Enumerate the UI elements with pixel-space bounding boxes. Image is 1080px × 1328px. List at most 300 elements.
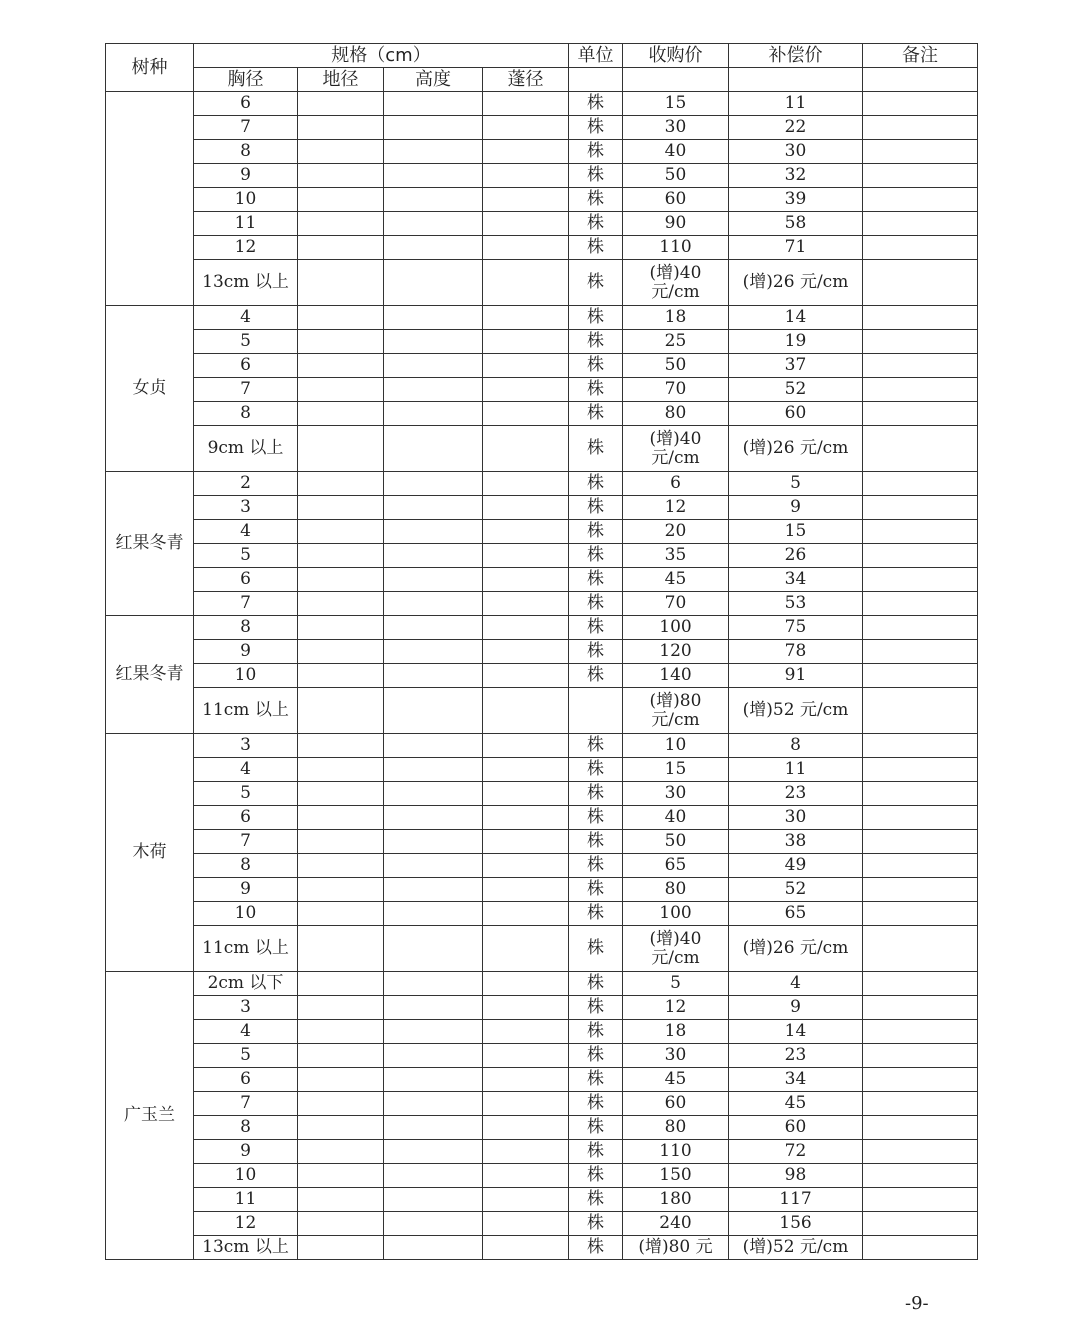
height-cell (384, 496, 483, 520)
dbh-cell: 4 (194, 306, 298, 330)
header-spec: 规格（cm） (194, 44, 569, 68)
compensation-price-cell: 34 (729, 1068, 863, 1092)
note-cell (863, 926, 978, 972)
purchase-price-cell: 50 (623, 830, 729, 854)
dbh-cell: 4 (194, 758, 298, 782)
table-row (106, 260, 978, 306)
unit-cell: 株 (569, 1092, 623, 1116)
height-cell (384, 830, 483, 854)
purchase-price-cell: 110 (623, 236, 729, 260)
height-cell (384, 640, 483, 664)
compensation-price-cell: 5 (729, 472, 863, 496)
height-cell (384, 758, 483, 782)
crown-diameter-cell (483, 640, 569, 664)
crown-diameter-cell (483, 260, 569, 306)
height-cell (384, 426, 483, 472)
crown-diameter-cell (483, 664, 569, 688)
ground-diameter-cell (298, 1044, 384, 1068)
dbh-cell: 4 (194, 1020, 298, 1044)
ground-diameter-cell (298, 402, 384, 426)
unit-cell: 株 (569, 92, 623, 116)
compensation-price-cell: 37 (729, 354, 863, 378)
crown-diameter-cell (483, 902, 569, 926)
purchase-price-cell: 180 (623, 1188, 729, 1212)
ground-diameter-cell (298, 520, 384, 544)
height-cell (384, 1068, 483, 1092)
compensation-price-cell: 39 (729, 188, 863, 212)
crown-diameter-cell (483, 402, 569, 426)
crown-diameter-cell (483, 520, 569, 544)
compensation-price-cell: (增)26 元/cm (729, 426, 863, 472)
table-row (106, 902, 978, 926)
header-height: 高度 (384, 68, 483, 92)
note-cell (863, 378, 978, 402)
height-cell (384, 878, 483, 902)
note-cell (863, 878, 978, 902)
purchase-price-cell: 45 (623, 568, 729, 592)
unit-cell: 株 (569, 260, 623, 306)
dbh-cell: 6 (194, 354, 298, 378)
dbh-cell: 3 (194, 496, 298, 520)
purchase-price-cell: (增)80 元 (623, 1236, 729, 1260)
crown-diameter-cell (483, 616, 569, 640)
compensation-price-cell: 23 (729, 1044, 863, 1068)
table-row (106, 616, 978, 640)
ground-diameter-cell (298, 782, 384, 806)
header-unit-blank (569, 68, 623, 92)
unit-cell: 株 (569, 1236, 623, 1260)
purchase-price-cell: 35 (623, 544, 729, 568)
header-compensation: 补偿价 (729, 44, 863, 68)
purchase-price-cell: 15 (623, 92, 729, 116)
unit-cell: 株 (569, 378, 623, 402)
purchase-price-cell: 240 (623, 1212, 729, 1236)
height-cell (384, 996, 483, 1020)
purchase-price-cell: 50 (623, 354, 729, 378)
unit-cell: 株 (569, 354, 623, 378)
crown-diameter-cell (483, 592, 569, 616)
dbh-cell: 3 (194, 996, 298, 1020)
dbh-cell: 9 (194, 640, 298, 664)
table-row (106, 496, 978, 520)
height-cell (384, 520, 483, 544)
height-cell (384, 1236, 483, 1260)
note-cell (863, 616, 978, 640)
ground-diameter-cell (298, 830, 384, 854)
purchase-price-cell: (增)80 元/cm (623, 688, 729, 734)
purchase-price-cell: 100 (623, 616, 729, 640)
height-cell (384, 402, 483, 426)
dbh-cell: 11 (194, 1188, 298, 1212)
unit-cell: 株 (569, 1116, 623, 1140)
unit-cell: 株 (569, 972, 623, 996)
ground-diameter-cell (298, 1092, 384, 1116)
purchase-price-cell: 5 (623, 972, 729, 996)
ground-diameter-cell (298, 664, 384, 688)
compensation-price-cell: 49 (729, 854, 863, 878)
table-row (106, 592, 978, 616)
table-row (106, 1092, 978, 1116)
table-row (106, 140, 978, 164)
height-cell (384, 378, 483, 402)
note-cell (863, 830, 978, 854)
unit-cell: 株 (569, 902, 623, 926)
ground-diameter-cell (298, 164, 384, 188)
purchase-price-cell: 30 (623, 782, 729, 806)
ground-diameter-cell (298, 592, 384, 616)
crown-diameter-cell (483, 806, 569, 830)
height-cell (384, 592, 483, 616)
species-cell: 红果冬青 (106, 616, 194, 734)
species-cell: 女贞 (106, 306, 194, 472)
table-row (106, 926, 978, 972)
dbh-cell: 10 (194, 1164, 298, 1188)
header-note: 备注 (863, 44, 978, 68)
unit-cell: 株 (569, 854, 623, 878)
dbh-cell: 8 (194, 854, 298, 878)
ground-diameter-cell (298, 188, 384, 212)
ground-diameter-cell (298, 1164, 384, 1188)
unit-cell: 株 (569, 782, 623, 806)
height-cell (384, 306, 483, 330)
dbh-cell: 5 (194, 782, 298, 806)
table-row (106, 212, 978, 236)
note-cell (863, 1092, 978, 1116)
crown-diameter-cell (483, 378, 569, 402)
note-cell (863, 1212, 978, 1236)
table-row (106, 996, 978, 1020)
note-cell (863, 902, 978, 926)
height-cell (384, 1044, 483, 1068)
compensation-price-cell: 8 (729, 734, 863, 758)
purchase-price-cell: 45 (623, 1068, 729, 1092)
purchase-price-cell: 80 (623, 402, 729, 426)
compensation-price-cell: (增)26 元/cm (729, 926, 863, 972)
ground-diameter-cell (298, 616, 384, 640)
compensation-price-cell: 52 (729, 878, 863, 902)
table-row (106, 306, 978, 330)
ground-diameter-cell (298, 1020, 384, 1044)
compensation-price-cell: 117 (729, 1188, 863, 1212)
purchase-price-cell: 18 (623, 1020, 729, 1044)
height-cell (384, 140, 483, 164)
dbh-cell: 12 (194, 236, 298, 260)
compensation-price-cell: 32 (729, 164, 863, 188)
note-cell (863, 688, 978, 734)
table-row (106, 1020, 978, 1044)
note-cell (863, 496, 978, 520)
purchase-price-cell: 6 (623, 472, 729, 496)
crown-diameter-cell (483, 306, 569, 330)
compensation-price-cell: (增)26 元/cm (729, 260, 863, 306)
header-note-blank (863, 68, 978, 92)
dbh-cell: 9 (194, 878, 298, 902)
purchase-price-cell: (增)40 元/cm (623, 426, 729, 472)
crown-diameter-cell (483, 354, 569, 378)
height-cell (384, 212, 483, 236)
note-cell (863, 592, 978, 616)
height-cell (384, 236, 483, 260)
crown-diameter-cell (483, 116, 569, 140)
purchase-price-cell: 100 (623, 902, 729, 926)
height-cell (384, 902, 483, 926)
compensation-price-cell: 34 (729, 568, 863, 592)
table-row (106, 520, 978, 544)
dbh-cell: 7 (194, 378, 298, 402)
unit-cell: 株 (569, 926, 623, 972)
dbh-cell: 5 (194, 1044, 298, 1068)
compensation-price-cell: 26 (729, 544, 863, 568)
compensation-price-cell: 23 (729, 782, 863, 806)
unit-cell: 株 (569, 592, 623, 616)
dbh-cell: 2cm 以下 (194, 972, 298, 996)
unit-cell: 株 (569, 1044, 623, 1068)
crown-diameter-cell (483, 1044, 569, 1068)
compensation-price-cell: 19 (729, 330, 863, 354)
note-cell (863, 972, 978, 996)
compensation-price-cell: 9 (729, 996, 863, 1020)
unit-cell: 株 (569, 640, 623, 664)
note-cell (863, 854, 978, 878)
crown-diameter-cell (483, 734, 569, 758)
table-row (106, 806, 978, 830)
height-cell (384, 116, 483, 140)
ground-diameter-cell (298, 972, 384, 996)
crown-diameter-cell (483, 972, 569, 996)
note-cell (863, 402, 978, 426)
dbh-cell: 8 (194, 1116, 298, 1140)
height-cell (384, 806, 483, 830)
compensation-price-cell: 156 (729, 1212, 863, 1236)
table-row (106, 544, 978, 568)
table-row (106, 640, 978, 664)
compensation-price-cell: 11 (729, 758, 863, 782)
note-cell (863, 236, 978, 260)
note-cell (863, 996, 978, 1020)
compensation-price-cell: 4 (729, 972, 863, 996)
purchase-price-cell: 50 (623, 164, 729, 188)
table-row (106, 688, 978, 734)
table-row (106, 354, 978, 378)
dbh-cell: 10 (194, 188, 298, 212)
height-cell (384, 854, 483, 878)
table-row (106, 782, 978, 806)
height-cell (384, 782, 483, 806)
unit-cell: 株 (569, 616, 623, 640)
crown-diameter-cell (483, 1020, 569, 1044)
purchase-price-cell: 60 (623, 188, 729, 212)
height-cell (384, 1020, 483, 1044)
compensation-price-cell: 65 (729, 902, 863, 926)
crown-diameter-cell (483, 544, 569, 568)
species-cell: 红果冬青 (106, 472, 194, 616)
compensation-price-cell: 78 (729, 640, 863, 664)
unit-cell: 株 (569, 1188, 623, 1212)
note-cell (863, 1020, 978, 1044)
header-dbh: 胸径 (194, 68, 298, 92)
purchase-price-cell: 120 (623, 640, 729, 664)
unit-cell: 株 (569, 758, 623, 782)
table-row (106, 1068, 978, 1092)
table-row (106, 830, 978, 854)
crown-diameter-cell (483, 188, 569, 212)
ground-diameter-cell (298, 354, 384, 378)
table-row (106, 188, 978, 212)
unit-cell: 株 (569, 520, 623, 544)
header-species: 树种 (106, 44, 194, 92)
compensation-price-cell: 60 (729, 402, 863, 426)
purchase-price-cell: 40 (623, 806, 729, 830)
height-cell (384, 330, 483, 354)
table-row (106, 1236, 978, 1260)
compensation-price-cell: 45 (729, 1092, 863, 1116)
unit-cell: 株 (569, 664, 623, 688)
compensation-price-cell: 72 (729, 1140, 863, 1164)
purchase-price-cell: 60 (623, 1092, 729, 1116)
unit-cell: 株 (569, 306, 623, 330)
unit-cell: 株 (569, 1140, 623, 1164)
crown-diameter-cell (483, 758, 569, 782)
purchase-price-cell: 65 (623, 854, 729, 878)
note-cell (863, 260, 978, 306)
purchase-price-cell: 40 (623, 140, 729, 164)
ground-diameter-cell (298, 806, 384, 830)
height-cell (384, 354, 483, 378)
unit-cell: 株 (569, 188, 623, 212)
crown-diameter-cell (483, 782, 569, 806)
ground-diameter-cell (298, 92, 384, 116)
ground-diameter-cell (298, 854, 384, 878)
note-cell (863, 116, 978, 140)
header-purchase-blank (623, 68, 729, 92)
note-cell (863, 664, 978, 688)
crown-diameter-cell (483, 236, 569, 260)
purchase-price-cell: 30 (623, 1044, 729, 1068)
dbh-cell: 11 (194, 212, 298, 236)
ground-diameter-cell (298, 1140, 384, 1164)
table-body (106, 92, 978, 1260)
table-row (106, 92, 978, 116)
compensation-price-cell: 91 (729, 664, 863, 688)
purchase-price-cell: 20 (623, 520, 729, 544)
note-cell (863, 164, 978, 188)
purchase-price-cell: 30 (623, 116, 729, 140)
purchase-price-cell: 12 (623, 496, 729, 520)
compensation-price-cell: 11 (729, 92, 863, 116)
dbh-cell: 9 (194, 164, 298, 188)
ground-diameter-cell (298, 1236, 384, 1260)
unit-cell: 株 (569, 1164, 623, 1188)
ground-diameter-cell (298, 1212, 384, 1236)
height-cell (384, 1092, 483, 1116)
note-cell (863, 758, 978, 782)
dbh-cell: 13cm 以上 (194, 260, 298, 306)
crown-diameter-cell (483, 688, 569, 734)
unit-cell: 株 (569, 402, 623, 426)
ground-diameter-cell (298, 1188, 384, 1212)
purchase-price-cell: 70 (623, 592, 729, 616)
note-cell (863, 306, 978, 330)
purchase-price-cell: (增)40 元/cm (623, 260, 729, 306)
note-cell (863, 1068, 978, 1092)
unit-cell: 株 (569, 734, 623, 758)
note-cell (863, 544, 978, 568)
crown-diameter-cell (483, 92, 569, 116)
ground-diameter-cell (298, 260, 384, 306)
unit-cell: 株 (569, 426, 623, 472)
crown-diameter-cell (483, 1188, 569, 1212)
unit-cell: 株 (569, 212, 623, 236)
table-row (106, 758, 978, 782)
height-cell (384, 1212, 483, 1236)
height-cell (384, 472, 483, 496)
header-unit: 单位 (569, 44, 623, 68)
compensation-price-cell: 14 (729, 306, 863, 330)
dbh-cell: 7 (194, 116, 298, 140)
note-cell (863, 1188, 978, 1212)
unit-cell: 株 (569, 1212, 623, 1236)
table-row (106, 734, 978, 758)
height-cell (384, 616, 483, 640)
dbh-cell: 10 (194, 664, 298, 688)
dbh-cell: 4 (194, 520, 298, 544)
ground-diameter-cell (298, 568, 384, 592)
compensation-price-cell: 60 (729, 1116, 863, 1140)
note-cell (863, 92, 978, 116)
height-cell (384, 544, 483, 568)
ground-diameter-cell (298, 236, 384, 260)
compensation-price-cell: 30 (729, 806, 863, 830)
note-cell (863, 1044, 978, 1068)
compensation-price-cell: 98 (729, 1164, 863, 1188)
table-row (106, 472, 978, 496)
unit-cell: 株 (569, 568, 623, 592)
purchase-price-cell: 12 (623, 996, 729, 1020)
height-cell (384, 1188, 483, 1212)
crown-diameter-cell (483, 1140, 569, 1164)
dbh-cell: 13cm 以上 (194, 1236, 298, 1260)
dbh-cell: 5 (194, 330, 298, 354)
dbh-cell: 8 (194, 402, 298, 426)
crown-diameter-cell (483, 830, 569, 854)
compensation-price-cell: (增)52 元/cm (729, 688, 863, 734)
purchase-price-cell: 150 (623, 1164, 729, 1188)
note-cell (863, 1116, 978, 1140)
ground-diameter-cell (298, 330, 384, 354)
dbh-cell: 6 (194, 568, 298, 592)
table-row (106, 1188, 978, 1212)
purchase-price-cell: 140 (623, 664, 729, 688)
dbh-cell: 2 (194, 472, 298, 496)
crown-diameter-cell (483, 926, 569, 972)
height-cell (384, 1140, 483, 1164)
crown-diameter-cell (483, 854, 569, 878)
compensation-price-cell: 14 (729, 1020, 863, 1044)
table-row (106, 378, 978, 402)
purchase-price-cell: 110 (623, 1140, 729, 1164)
unit-cell: 株 (569, 878, 623, 902)
ground-diameter-cell (298, 472, 384, 496)
table-row (106, 1140, 978, 1164)
ground-diameter-cell (298, 926, 384, 972)
compensation-price-cell: 53 (729, 592, 863, 616)
table-row (106, 426, 978, 472)
unit-cell: 株 (569, 830, 623, 854)
compensation-price-cell: 22 (729, 116, 863, 140)
note-cell (863, 472, 978, 496)
table-row (106, 878, 978, 902)
crown-diameter-cell (483, 1092, 569, 1116)
